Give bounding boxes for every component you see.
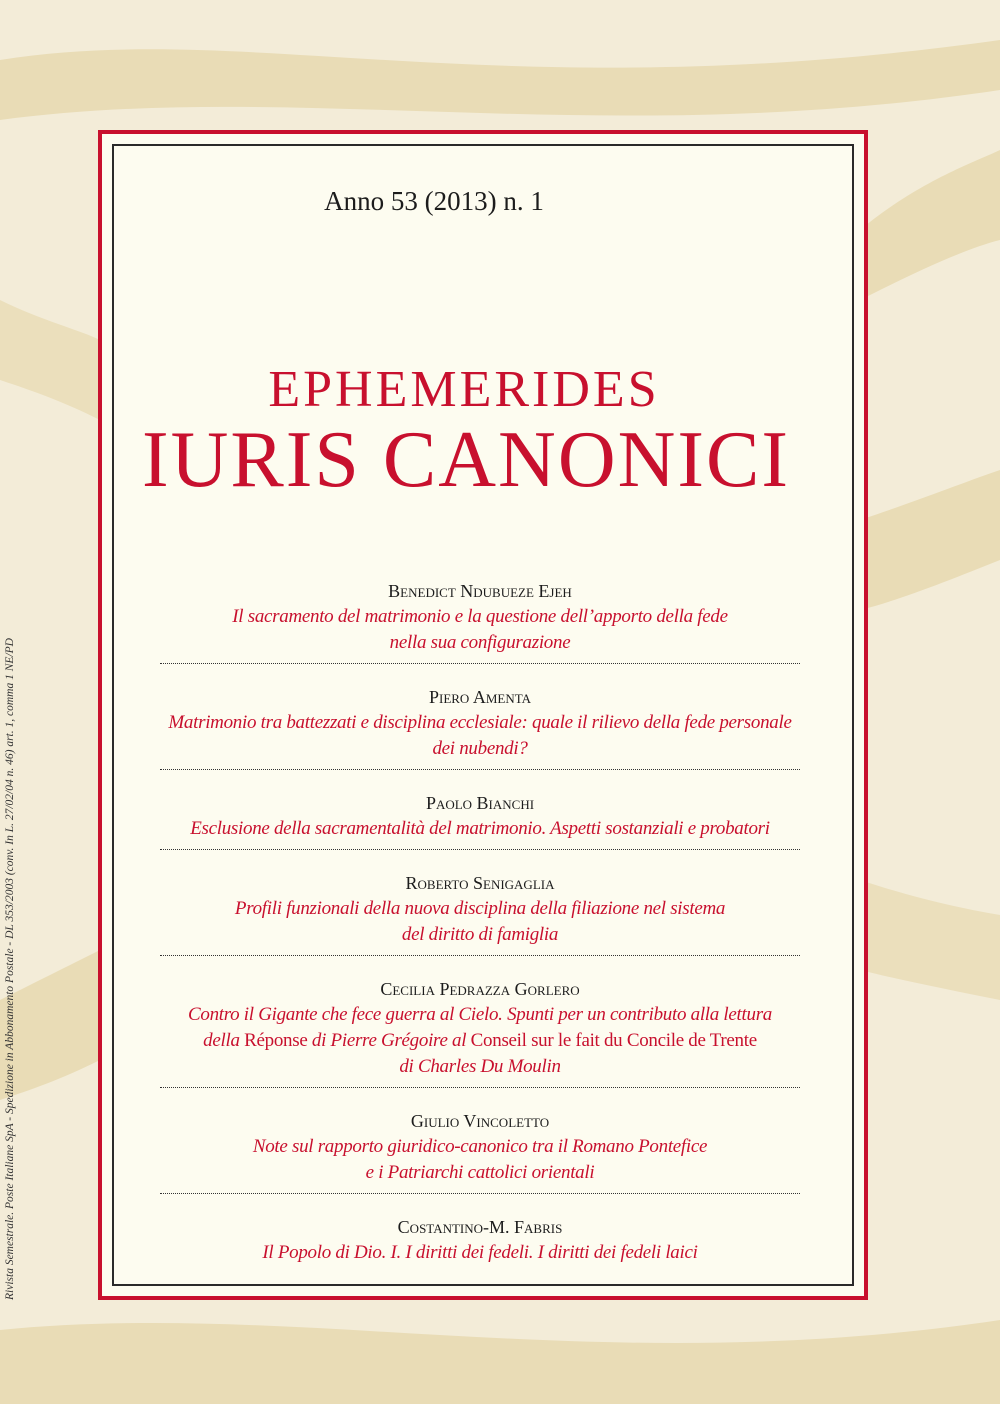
entry-title-line: Profili funzionali della nuova disciplina della filiazione nel sistema: [234, 898, 726, 919]
table-of-contents: [160, 558, 800, 1266]
entry-author: Roberto Senigaglia: [405, 873, 555, 893]
journal-title-line2: IURIS CANONICI: [142, 416, 790, 504]
entry-title-line: e i Patriarchi cattolici orientali: [365, 1162, 595, 1183]
toc-entry: [160, 956, 800, 1088]
entry-title-line: Il Popolo di Dio. I. I diritti dei fedeli. I diritti dei fedeli laici: [262, 1242, 698, 1263]
toc-entry: [160, 558, 800, 664]
entry-title-line: Note sul rapporto giuridico-canonico tra il Romano Pontefice: [252, 1136, 708, 1157]
issue-label: Anno 53 (2013) n. 1: [324, 186, 544, 216]
entry-title-line: dei nubendi?: [432, 738, 528, 759]
entry-author: Giulio Vincoletto: [410, 1111, 550, 1131]
entry-title-line: nella sua configurazione: [389, 632, 571, 653]
toc-entry: [160, 664, 800, 770]
entry-author: Benedict Ndubueze Ejeh: [388, 581, 572, 601]
entry-author: Cecilia Pedrazza Gorlero: [380, 979, 580, 999]
title-segment-upright: Réponse: [244, 1030, 308, 1051]
toc-entry: [160, 1088, 800, 1194]
entry-author: Piero Amenta: [428, 687, 532, 707]
toc-entry: [160, 770, 800, 850]
entry-author: Paolo Bianchi: [425, 793, 535, 813]
entry-title-line: di Charles Du Moulin: [399, 1056, 561, 1077]
toc-entry: [160, 1194, 800, 1266]
entry-title-line: [160, 1028, 800, 1054]
toc-entry: [160, 850, 800, 956]
entry-title-line: Contro il Gigante che fece guerra al Cielo. Spunti per un contributo alla lettura: [188, 1004, 772, 1025]
title-segment: di Pierre Grégoire al: [307, 1030, 471, 1051]
title-segment: della: [203, 1030, 245, 1051]
spine-postal-text: Rivista Semestrale. Poste Italiane SpA - Spedizione in Abbonamento Postale - DL 353/2003 (conv. In L. 27/02/04 n. 46) art. 1, comma 1 NE/PD: [4, 638, 16, 1300]
entry-title-line: Il sacramento del matrimonio e la questione dell’apporto della fede: [232, 606, 728, 627]
entry-title-line: del diritto di famiglia: [401, 924, 559, 945]
journal-title-line1: EPHEMERIDES: [268, 361, 660, 418]
entry-title-line: Esclusione della sacramentalità del matrimonio. Aspetti sostanziali e probatori: [190, 818, 770, 839]
entry-title-line: Matrimonio tra battezzati e disciplina ecclesiale: quale il rilievo della fede personale: [168, 712, 792, 733]
entry-author: Costantino-M. Fabris: [397, 1217, 563, 1237]
title-segment-upright: Conseil sur le fait du Concile de Trente: [470, 1030, 757, 1051]
